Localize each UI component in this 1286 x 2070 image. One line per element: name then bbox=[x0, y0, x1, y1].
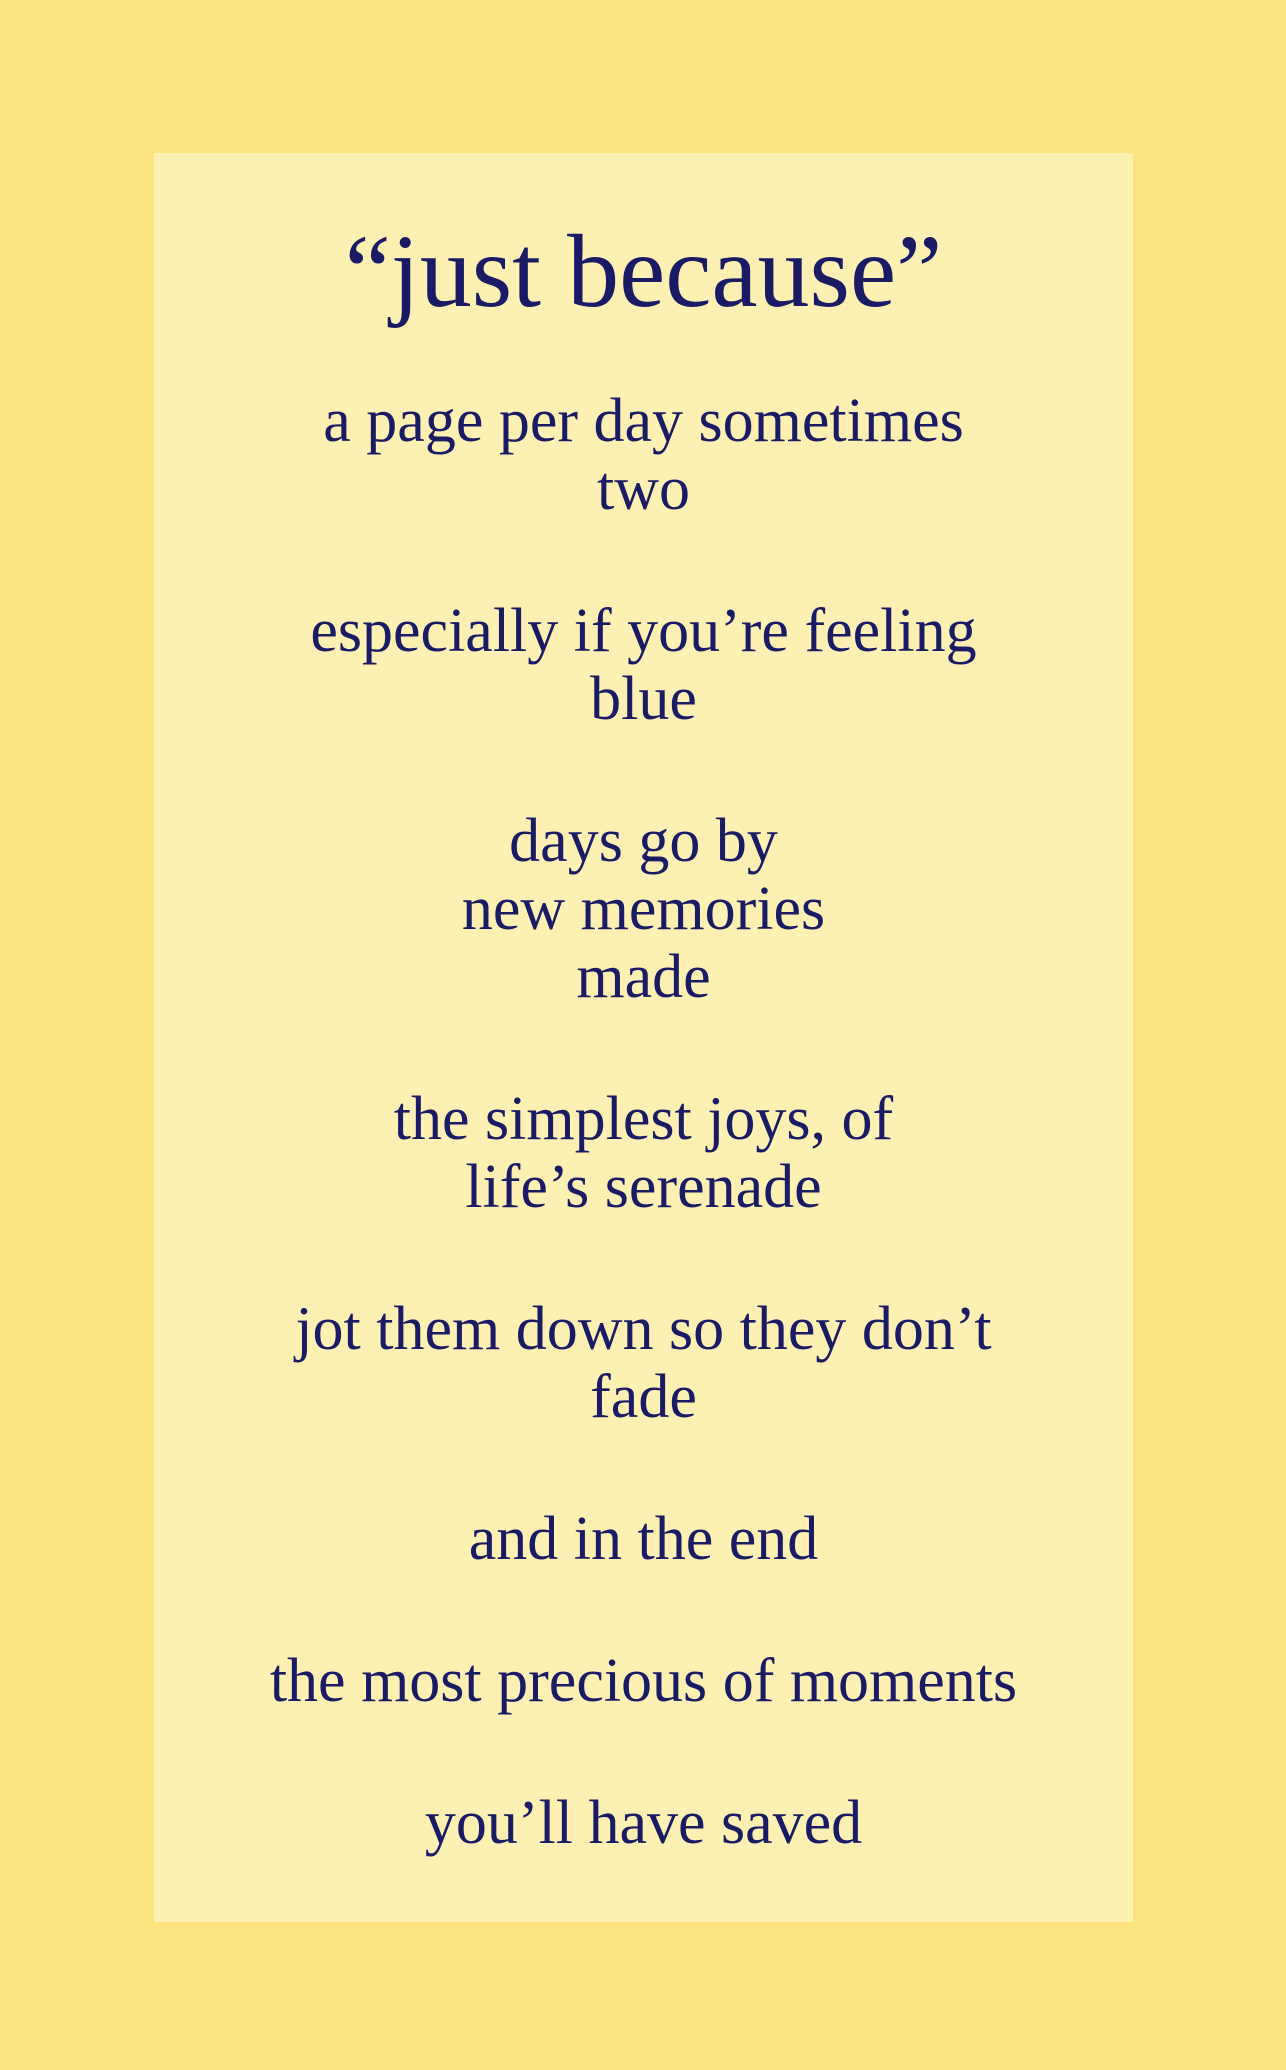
poem-line: especially if you’re feeling bbox=[310, 597, 977, 665]
poem-line: made bbox=[576, 943, 711, 1011]
poem-line: the simplest joys, of bbox=[393, 1085, 894, 1153]
poem-line: the most precious of moments bbox=[269, 1647, 1018, 1715]
poem-stanza bbox=[154, 387, 1133, 523]
poem-line: jot them down so they don’t bbox=[295, 1295, 992, 1363]
poem-line: new memories bbox=[461, 875, 826, 943]
poem-stanza bbox=[154, 1295, 1133, 1431]
poem-line: days go by bbox=[509, 807, 778, 875]
poem-title: “just because” bbox=[344, 214, 943, 329]
poem-stanza bbox=[154, 1085, 1133, 1221]
poem-stanza bbox=[154, 597, 1133, 733]
poem-panel bbox=[154, 153, 1133, 1922]
poem-line: you’ll have saved bbox=[424, 1789, 863, 1857]
poem-line: and in the end bbox=[468, 1505, 819, 1573]
poem-line: life’s serenade bbox=[465, 1153, 822, 1221]
poem-line: blue bbox=[590, 665, 697, 733]
poem-stanza bbox=[154, 1647, 1133, 1715]
poem-stanza bbox=[154, 1505, 1133, 1573]
poem-line: a page per day sometimes bbox=[323, 387, 964, 455]
poem-stanza bbox=[154, 1789, 1133, 1857]
poem-stanza bbox=[154, 807, 1133, 1011]
poem-line: fade bbox=[590, 1363, 697, 1431]
poem-line: two bbox=[597, 455, 690, 523]
